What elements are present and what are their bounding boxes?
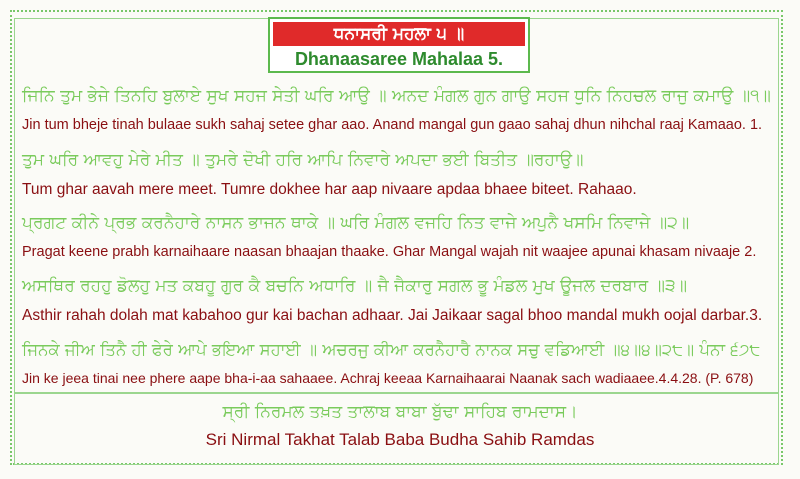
gurmukhi-title: ਧਨਾਸਰੀ ਮਹਲਾ ੫ ॥ [273, 22, 525, 46]
verse-4-gurmukhi: ਅਸਥਿਰ ਰਹਹੁ ਡੋਲਹੁ ਮਤ ਕਬਹੂ ਗੁਰ ਕੈ ਬਚਨਿ ਅਧਾਰਿ ॥ ਜੈ ਜੈਕਾਰੁ ਸਗਲ ਭੂ ਮੰਡਲ ਮੁਖ ਊਜਲ ਦਰਬਾਰ ॥੩॥ [22, 276, 688, 296]
verse-2-roman: Tum ghar aavah mere meet. Tumre dokhee har aap nivaare apdaa bhaee biteet. Rahaao. [22, 181, 637, 198]
verse-3-roman: Pragat keene prabh karnaihaare naasan bhaajan thaake. Ghar Mangal wajah nit waajee apunai khasam nivaaje 2. [22, 244, 757, 260]
verse-3-gurmukhi: ਪ੍ਰਗਟ ਕੀਨੇ ਪ੍ਰਭ ਕਰਨੈਹਾਰੇ ਨਾਸਨ ਭਾਜਨ ਥਾਕੇ ॥ ਘਰਿ ਮੰਗਲ ਵਜਹਿ ਨਿਤ ਵਾਜੇ ਅਪੁਨੈ ਖਸਮਿ ਨਿਵਾਜੇ ॥੨॥ [22, 213, 690, 233]
verse-1-gurmukhi: ਜਿਨਿ ਤੁਮ ਭੇਜੇ ਤਿਨਹਿ ਬੁਲਾਏ ਸੁਖ ਸਹਜ ਸੇਤੀ ਘਰਿ ਆਉ ॥ ਅਨਦ ਮੰਗਲ ਗੁਨ ਗਾਉ ਸਹਜ ਧੁਨਿ ਨਿਹਚਲ ਰਾਜੁ ਕਮਾਉ ॥੧॥ [22, 86, 771, 106]
footer-roman: Sri Nirmal Takhat Talab Baba Budha Sahib Ramdas [205, 430, 595, 449]
footer-divider [14, 392, 779, 394]
verse-1-roman: Jin tum bheje tinah bulaae sukh sahaj setee ghar aao. Anand mangal gun gaao sahaj dhun nihchal raaj Kamaao. 1. [22, 117, 763, 133]
verse-2-gurmukhi: ਤੁਮ ਘਰਿ ਆਵਹੁ ਮੇਰੇ ਮੀਤ ॥ ਤੁਮਰੇ ਦੋਖੀ ਹਰਿ ਆਪਿ ਨਿਵਾਰੇ ਅਪਦਾ ਭਈ ਬਿਤੀਤ ॥ਰਹਾਉ॥ [22, 150, 584, 170]
verse-4-roman: Asthir rahah dolah mat kabahoo gur kai bachan adhaar. Jai Jaikaar sagal bhoo mandal mukh oojal darbar.3. [22, 307, 763, 324]
footer-gurmukhi: ਸ੍ਰੀ ਨਿਰਮਲ ਤਖ਼ਤ ਤਾਲਾਬ ਬਾਬਾ ਬੁੱਢਾ ਸਾਹਿਬ ਰਾਮਦਾਸ। [222, 402, 578, 422]
title-box [268, 17, 530, 73]
verse-5-roman: Jin ke jeea tinai nee phere aape bha-i-aa sahaaee. Achraj keeaa Karnaihaarai Naanak sach wadiaaee.4.4.28. (P. 678) [22, 370, 754, 386]
verse-5-gurmukhi: ਜਿਨਕੇ ਜੀਅ ਤਿਨੈ ਹੀ ਫੇਰੇ ਆਪੇ ਭਇਆ ਸਹਾਈ ॥ ਅਚਰਜੁ ਕੀਆ ਕਰਨੈਹਾਰੈ ਨਾਨਕ ਸਚੁ ਵਡਿਆਈ ॥੪॥੪॥੨੮॥ ਪੰਨਾ ੬੭੮ [22, 340, 761, 359]
roman-title: Dhanaasaree Mahalaa 5. [294, 49, 504, 69]
